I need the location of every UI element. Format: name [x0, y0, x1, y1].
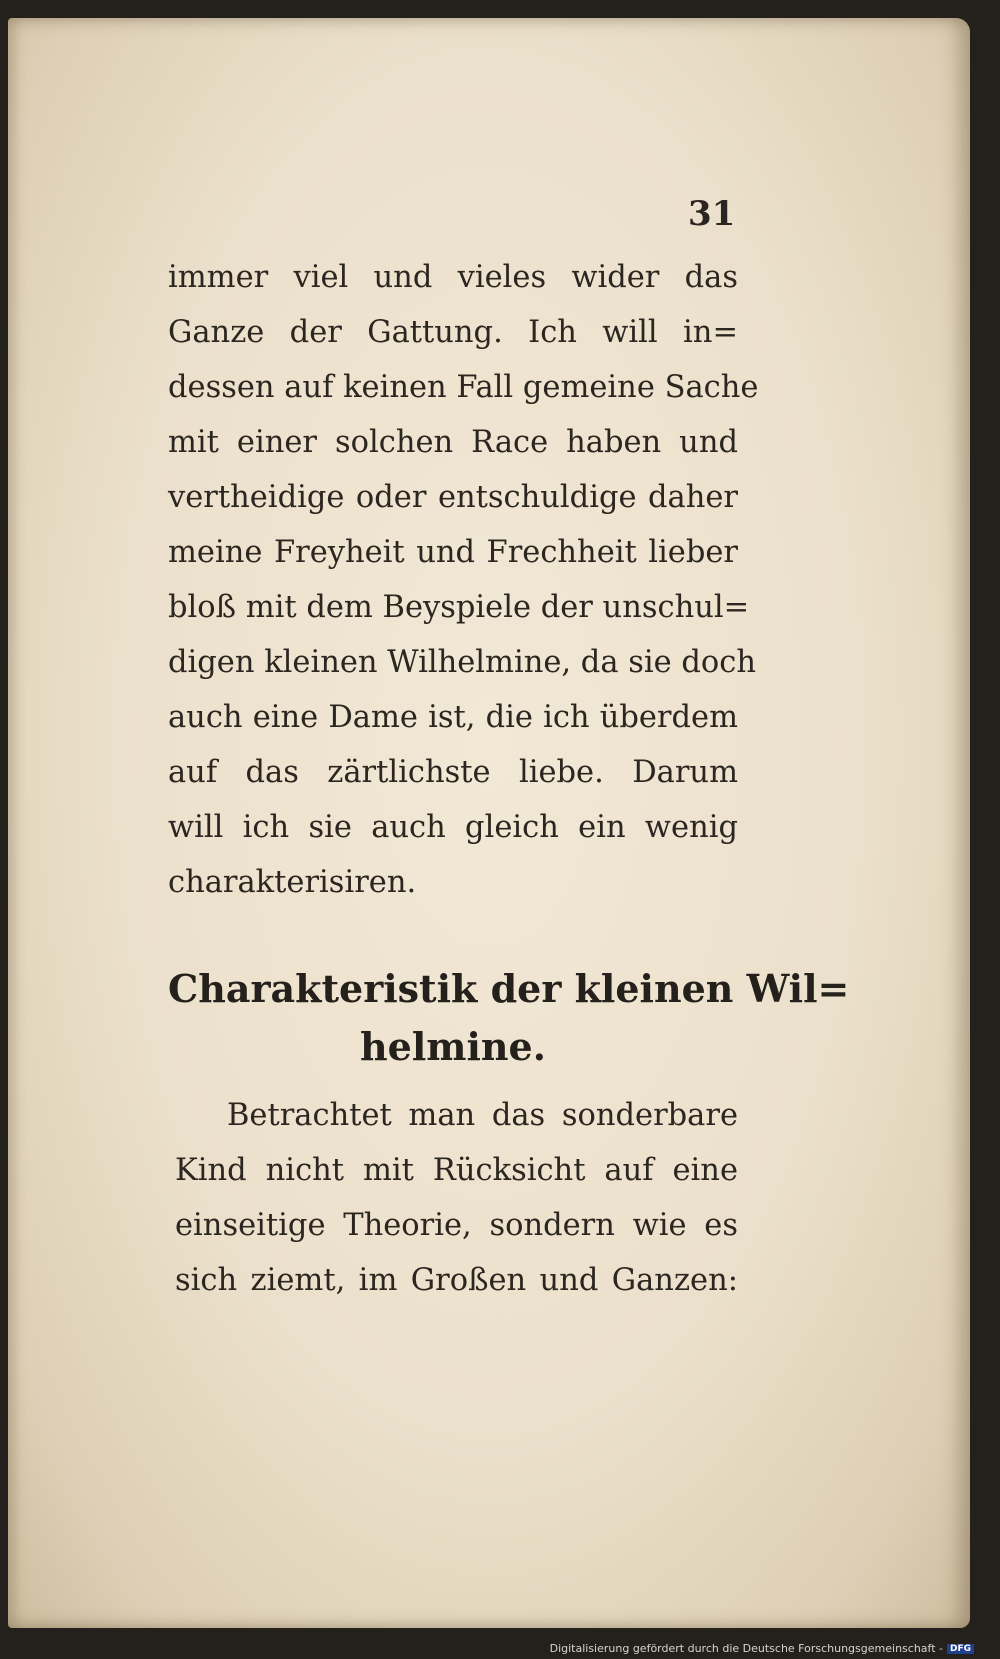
text-line: Betrachtet man das sonderbare	[227, 1098, 738, 1133]
page-number: 31	[688, 194, 736, 234]
heading-line-1: Charakteristik der kleinen Wil=	[168, 966, 850, 1011]
text-line: meine Freyheit und Frechheit lieber	[168, 535, 738, 570]
credit-text: Digitalisierung gefördert durch die Deutsche Forschungsgemeinschaft -	[549, 1642, 943, 1655]
text-line: bloß mit dem Beyspiele der unschul=	[168, 590, 750, 625]
text-line: Kind nicht mit Rücksicht auf eine	[175, 1153, 738, 1188]
section-paragraph	[175, 1088, 738, 1308]
text-line: sich ziemt, im Großen und Ganzen:	[175, 1263, 738, 1298]
text-line: mit einer solchen Race haben und	[168, 425, 738, 460]
text-line: vertheidige oder entschuldige daher	[168, 480, 738, 515]
text-line: auch eine Dame ist, die ich überdem	[168, 700, 738, 735]
text-line: immer viel und vieles wider das	[168, 260, 738, 295]
text-line: einseitige Theorie, sondern wie es	[175, 1208, 738, 1243]
text-line: digen kleinen Wilhelmine, da sie doch	[168, 645, 756, 680]
heading-line-2: helmine.	[360, 1024, 546, 1069]
dfg-logo: DFG	[947, 1644, 974, 1654]
text-line: will ich sie auch gleich ein wenig	[168, 810, 738, 845]
digitization-credit	[550, 1642, 974, 1655]
text-line: dessen auf keinen Fall gemeine Sache	[168, 370, 759, 405]
text-line: auf das zärtlichste liebe. Darum	[168, 755, 738, 790]
body-paragraph	[168, 250, 759, 910]
section-heading	[168, 960, 850, 1076]
text-line: charakterisiren.	[168, 865, 417, 900]
text-line: Ganze der Gattung. Ich will in=	[168, 315, 738, 350]
